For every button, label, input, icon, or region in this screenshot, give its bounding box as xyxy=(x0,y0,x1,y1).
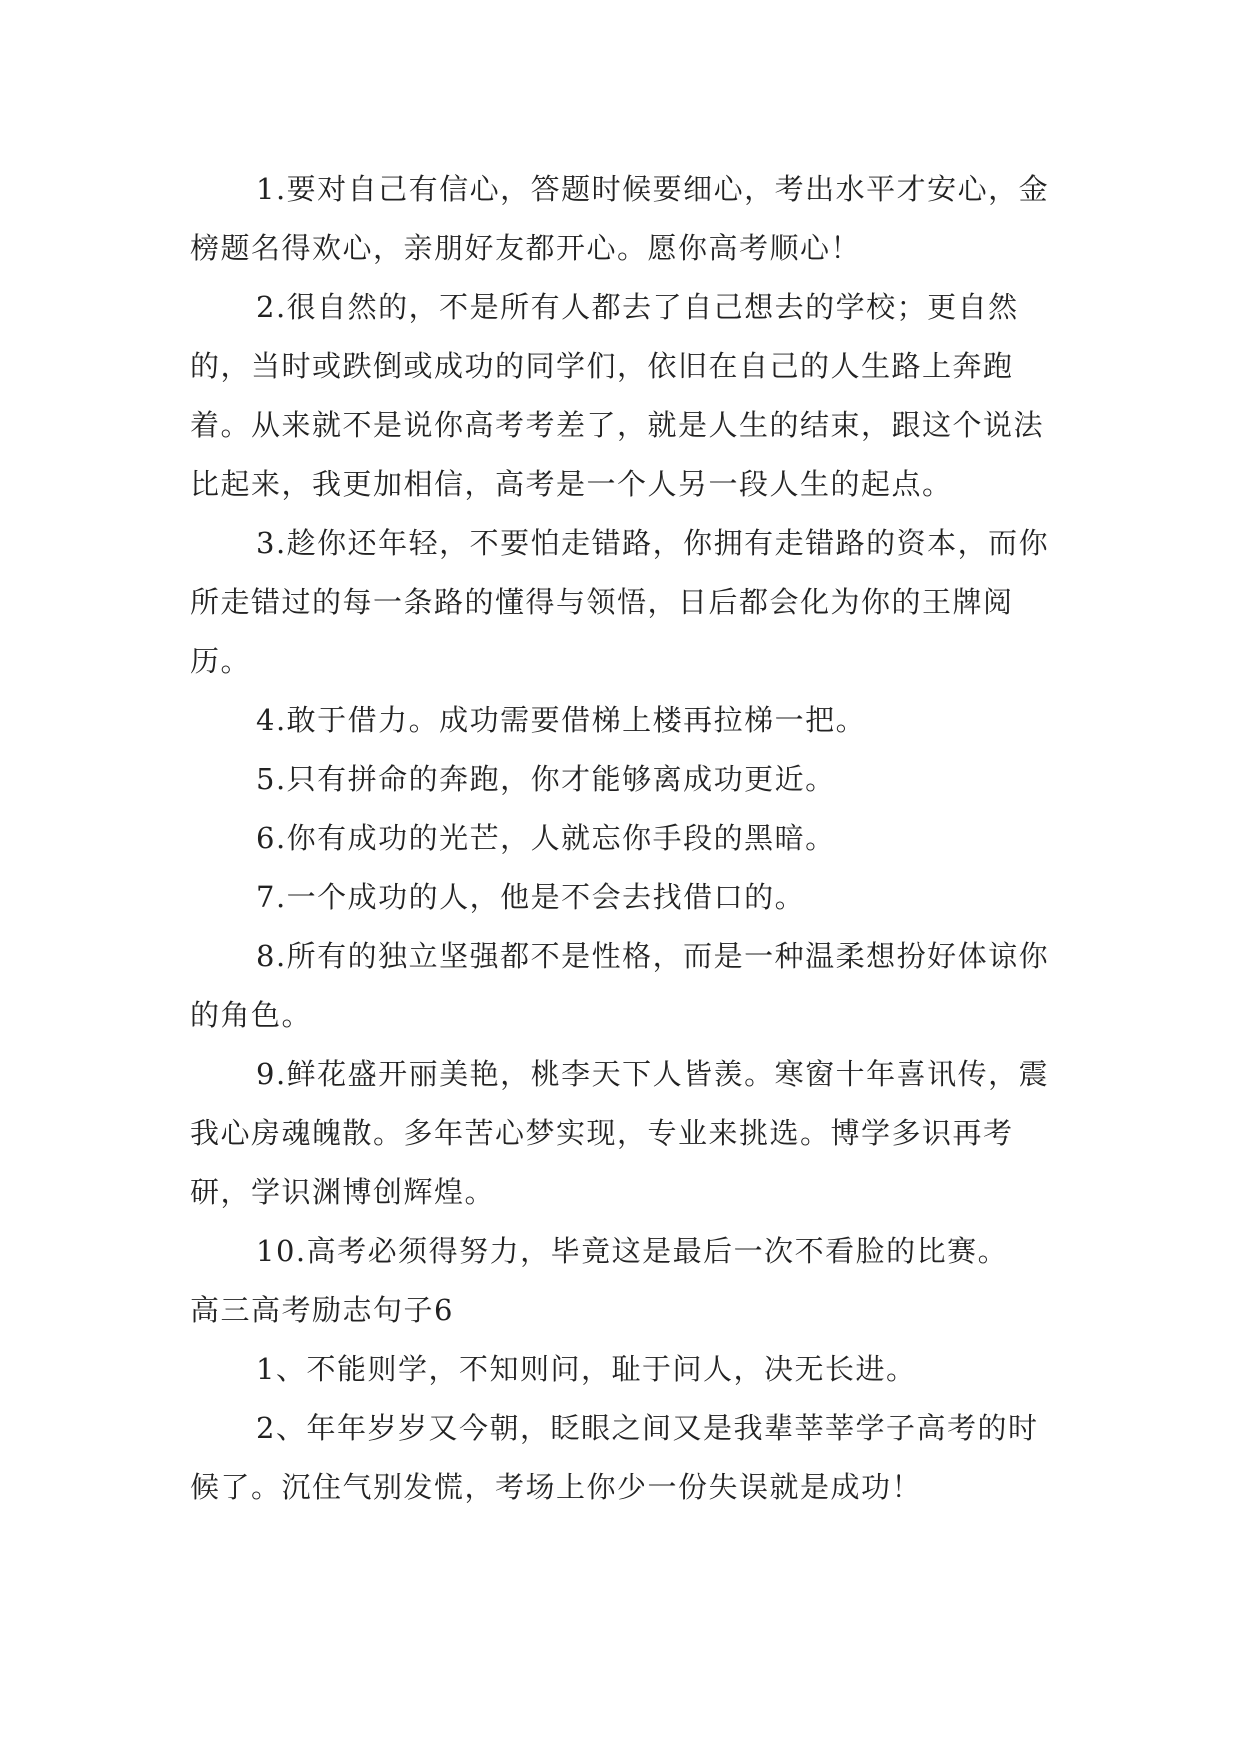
paragraph-10: 10.高考必须得努力，毕竟这是最后一次不看脸的比赛。 xyxy=(256,1234,1009,1268)
document-body xyxy=(190,160,1050,1517)
section-paragraph-2: 2、年年岁岁又今朝，眨眼之间又是我辈莘莘学子高考的时候了。沉住气别发慌，考场上你少一份失误就是成功！ xyxy=(190,1411,1039,1504)
paragraph-2: 2.很自然的，不是所有人都去了自己想去的学校；更自然的，当时或跌倒或成功的同学们，依旧在自己的人生路上奔跑着。从来就不是说你高考考差了，就是人生的结束，跟这个说法比起来，我更加相信，高考是一个人另一段人生的起点。 xyxy=(190,290,1045,501)
paragraph-6: 6.你有成功的光芒，人就忘你手段的黑暗。 xyxy=(256,821,836,855)
paragraph-1: 1.要对自己有信心，答题时候要细心，考出水平才安心，金榜题名得欢心，亲朋好友都开心。愿你高考顺心！ xyxy=(190,172,1050,265)
paragraph-7: 7.一个成功的人，他是不会去找借口的。 xyxy=(256,880,806,914)
paragraph-4: 4.敢于借力。成功需要借梯上楼再拉梯一把。 xyxy=(256,703,867,737)
paragraph-8: 8.所有的独立坚强都不是性格，而是一种温柔想扮好体谅你的角色。 xyxy=(190,939,1050,1032)
section-heading: 高三高考励志句子6 xyxy=(190,1293,454,1327)
paragraph-3: 3.趁你还年轻，不要怕走错路，你拥有走错路的资本，而你所走错过的每一条路的懂得与领悟，日后都会化为你的王牌阅历。 xyxy=(190,526,1050,678)
section-paragraph-1: 1、不能则学，不知则问，耻于问人，决无长进。 xyxy=(256,1352,917,1386)
paragraph-9: 9.鲜花盛开丽美艳，桃李天下人皆羡。寒窗十年喜讯传，震我心房魂魄散。多年苦心梦实现，专业来挑选。博学多识再考研，学识渊博创辉煌。 xyxy=(190,1057,1050,1209)
paragraph-5: 5.只有拼命的奔跑，你才能够离成功更近。 xyxy=(256,762,836,796)
